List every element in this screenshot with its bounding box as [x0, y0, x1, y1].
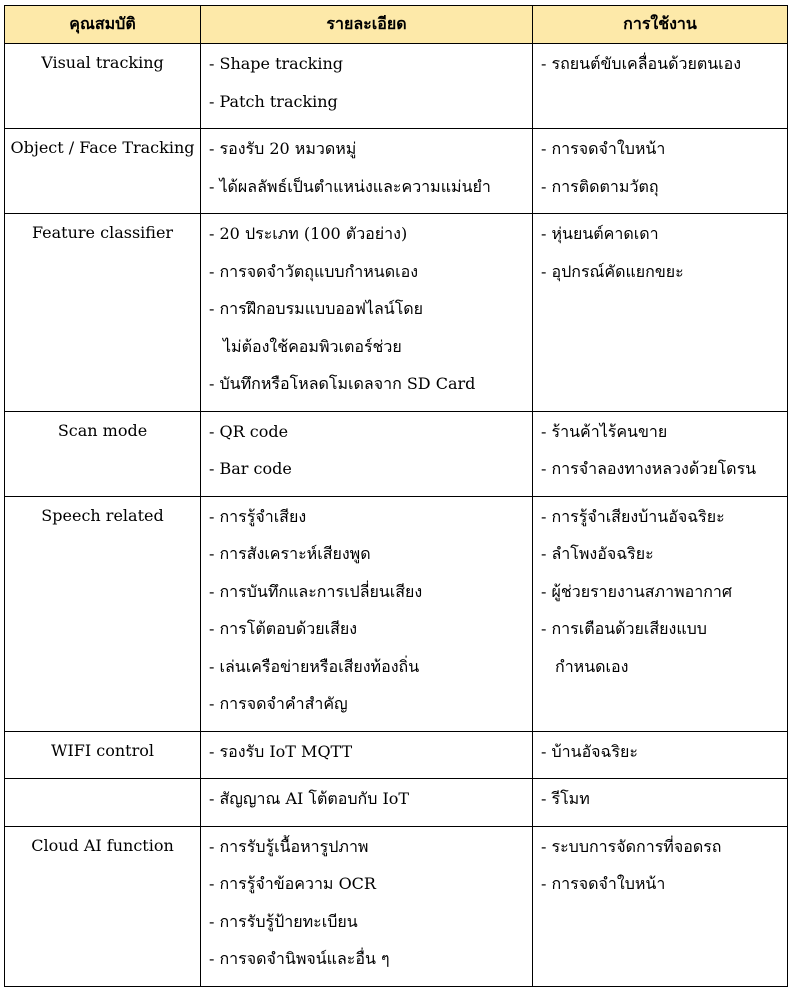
- details-line: - 20 ประเภท (100 ตัวอย่าง): [209, 224, 408, 243]
- usage-cell: [533, 411, 788, 496]
- feature-cell: Speech related: [5, 496, 201, 731]
- header-feature: คุณสมบัติ: [5, 6, 201, 44]
- details-cell: [201, 44, 533, 129]
- usage-cell: [533, 496, 788, 731]
- details-line: - การรู้จำข้อความ OCR: [209, 874, 376, 893]
- feature-cell: Cloud AI function: [5, 826, 201, 986]
- table-row: [5, 731, 788, 779]
- details-line: - การจดจำวัตถุแบบกำหนดเอง: [209, 261, 419, 281]
- details-line: - การบันทึกและการเปลี่ยนเสียง: [209, 581, 423, 601]
- usage-line: - การจำลองทางหลวงด้วยโดรน: [541, 459, 757, 478]
- usage-line: - ระบบการจัดการที่จอดรถ: [541, 836, 722, 856]
- usage-line: - การเตือนด้วยเสียงแบบ: [541, 619, 707, 638]
- header-details: รายละเอียด: [201, 6, 533, 44]
- details-line: - รองรับ 20 หมวดหมู่: [209, 139, 357, 158]
- feature-cell: Feature classifier: [5, 214, 201, 412]
- details-line: - QR code: [209, 421, 289, 441]
- table-row: [5, 214, 788, 412]
- details-line: - การรู้จำเสียง: [209, 506, 307, 526]
- details-cell: [201, 826, 533, 986]
- usage-line: - ผู้ช่วยรายงานสภาพอากาศ: [541, 581, 733, 601]
- usage-line: - การรู้จำเสียงบ้านอัจฉริยะ: [541, 506, 725, 526]
- usage-line: - รีโมท: [541, 789, 590, 808]
- feature-cell: Scan mode: [5, 411, 201, 496]
- table-body: [5, 44, 788, 987]
- usage-line: - ลำโพงอัจฉริยะ: [541, 544, 654, 563]
- feature-table: [4, 5, 788, 987]
- details-line: - บันทึกหรือโหลดโมเดลจาก SD Card: [209, 374, 476, 393]
- table-header: [5, 6, 788, 44]
- details-cell: [201, 731, 533, 779]
- details-line: - Patch tracking: [209, 91, 338, 111]
- usage-cell: [533, 214, 788, 412]
- details-line: - Shape tracking: [209, 54, 344, 73]
- details-line: - การโต้ตอบด้วยเสียง: [209, 619, 358, 638]
- feature-cell: WIFI control: [5, 731, 201, 779]
- feature-table-container: [4, 5, 787, 987]
- details-cell: [201, 779, 533, 827]
- details-cell: [201, 129, 533, 214]
- details-line: - รองรับ IoT MQTT: [209, 741, 353, 761]
- usage-line: - การติดตามวัตถุ: [541, 176, 659, 196]
- details-line: - การสังเคราะห์เสียงพูด: [209, 544, 371, 563]
- details-line: - การฝึกอบรมแบบออฟไลน์โดย: [209, 299, 424, 318]
- details-line: ไม่ต้องใช้คอมพิวเตอร์ช่วย: [223, 336, 402, 356]
- details-line: - การรับรู้ป้ายทะเบียน: [209, 911, 358, 931]
- feature-cell: [5, 779, 201, 827]
- usage-line: กำหนดเอง: [555, 656, 629, 676]
- usage-line: - การจดจำใบหน้า: [541, 874, 666, 893]
- details-line: - การจดจำคำสำคัญ: [209, 694, 348, 713]
- table-row: [5, 496, 788, 731]
- details-line: - ได้ผลลัพธ์เป็นตำแหน่งและความแม่นยำ: [209, 176, 491, 196]
- details-cell: [201, 214, 533, 412]
- header-usage: การใช้งาน: [533, 6, 788, 44]
- table-row: [5, 826, 788, 986]
- usage-cell: [533, 779, 788, 827]
- usage-line: - รถยนต์ขับเคลื่อนด้วยตนเอง: [541, 54, 742, 73]
- table-row: [5, 779, 788, 827]
- details-line: - การรับรู้เนื้อหารูปภาพ: [209, 836, 369, 856]
- feature-cell: Visual tracking: [5, 44, 201, 129]
- table-row: [5, 411, 788, 496]
- usage-line: - หุ่นยนต์คาดเดา: [541, 224, 659, 243]
- details-cell: [201, 496, 533, 731]
- usage-line: - บ้านอัจฉริยะ: [541, 741, 639, 761]
- details-line: - Bar code: [209, 459, 292, 478]
- usage-line: - การจดจำใบหน้า: [541, 139, 666, 158]
- usage-cell: [533, 731, 788, 779]
- usage-line: - ร้านค้าไร้คนขาย: [541, 421, 668, 441]
- header-row: [5, 6, 788, 44]
- feature-cell: Object / Face Tracking: [5, 129, 201, 214]
- usage-cell: [533, 826, 788, 986]
- usage-cell: [533, 129, 788, 214]
- details-cell: [201, 411, 533, 496]
- details-line: - เล่นเครือข่ายหรือเสียงท้องถิ่น: [209, 656, 420, 676]
- usage-cell: [533, 44, 788, 129]
- usage-line: - อุปกรณ์คัดแยกขยะ: [541, 261, 684, 281]
- details-line: - การจดจำนิพจน์และอื่น ๆ: [209, 949, 390, 968]
- table-row: [5, 129, 788, 214]
- table-row: [5, 44, 788, 129]
- details-line: - สัญญาณ AI โต้ตอบกับ IoT: [209, 789, 410, 808]
